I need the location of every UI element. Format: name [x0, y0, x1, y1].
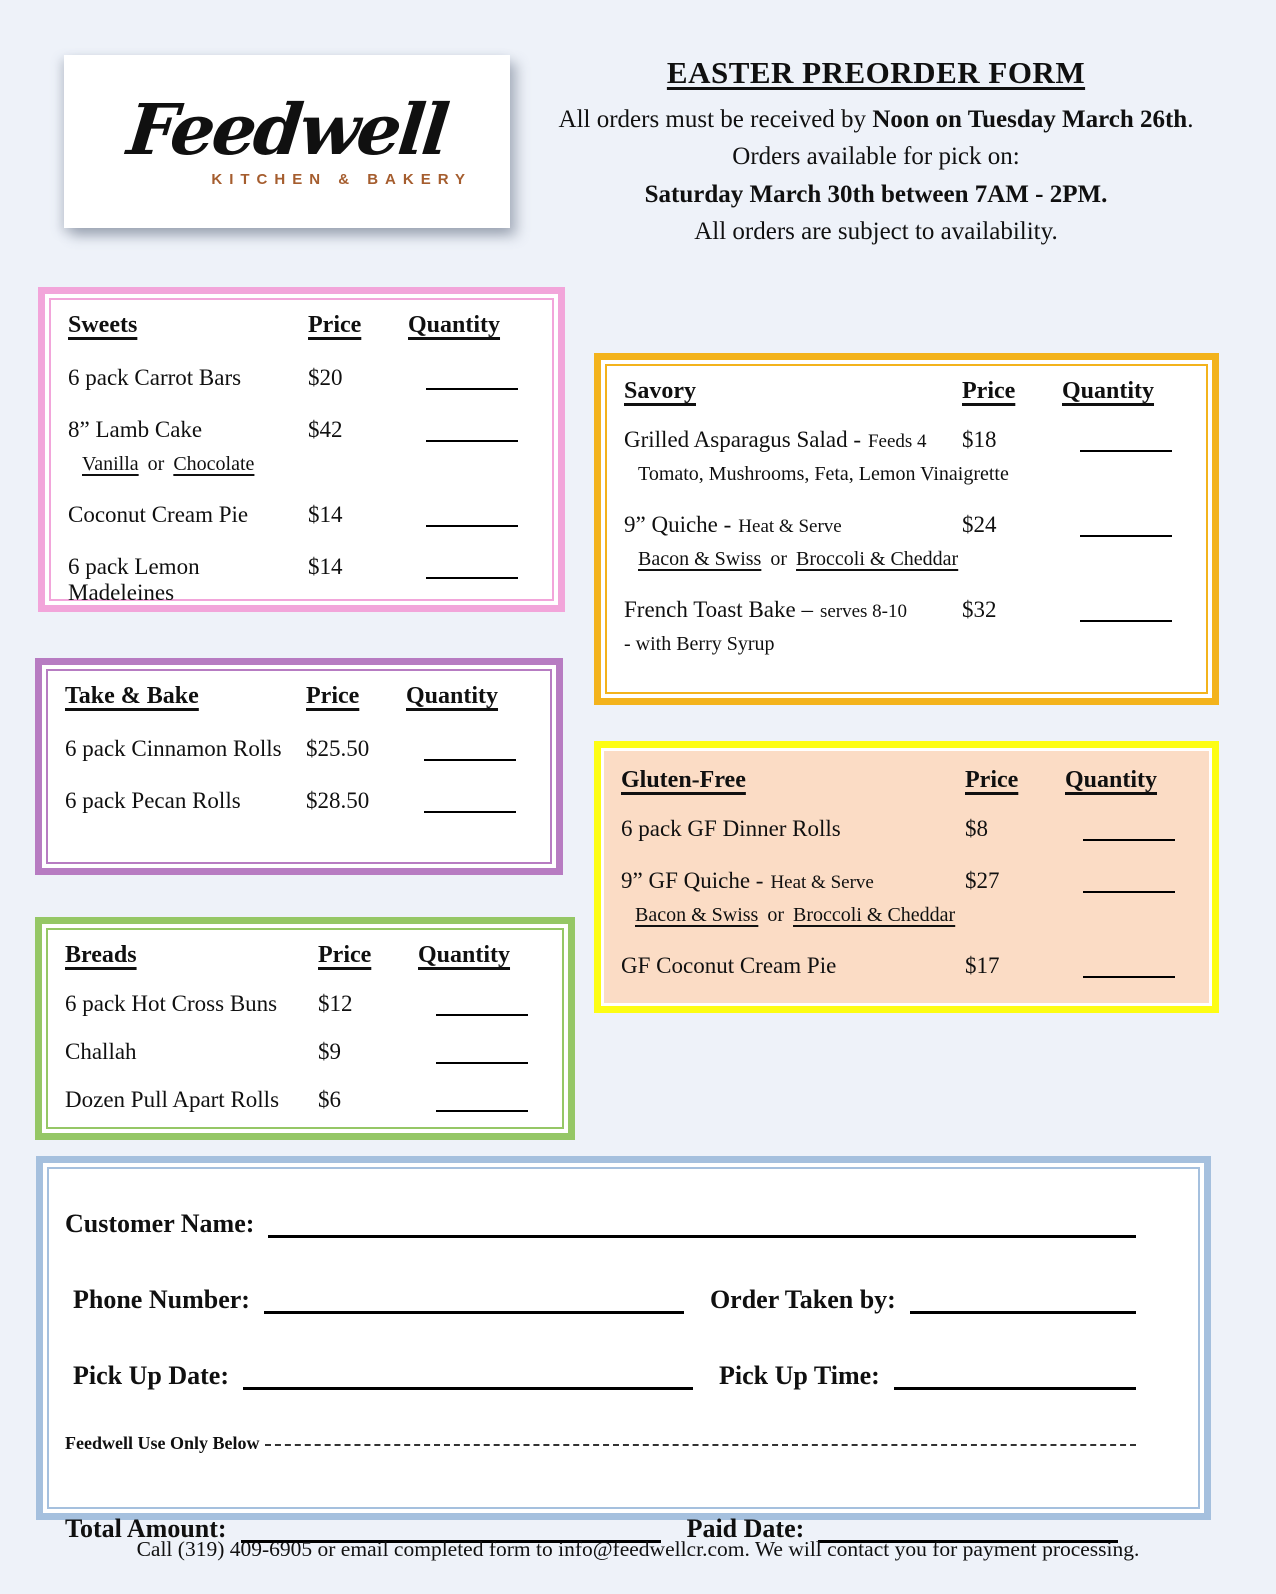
flavor-choice-vanilla: Vanilla [82, 453, 139, 475]
quiche-choice-row: Bacon & Swiss or Broccoli & Cheddar [635, 904, 956, 926]
page-title: EASTER PREORDER FORM [666, 55, 1086, 90]
customer-name-blank[interactable] [268, 1235, 1136, 1238]
gluten-free-title: Gluten-Free [621, 767, 746, 793]
menu-item-row [621, 868, 1193, 894]
menu-item-row [624, 512, 1190, 538]
item-name: 6 pack GF Dinner Rolls [621, 816, 841, 841]
item-name: French Toast Bake – serves 8-10 [624, 597, 908, 622]
order-taken-by-blank[interactable] [910, 1311, 1136, 1314]
item-name: 6 pack Lemon Madeleines [68, 554, 200, 605]
menu-item-row [621, 816, 1193, 842]
item-name: Grilled Asparagus Salad - Feeds 4 [624, 427, 927, 452]
breads-header-row [65, 942, 546, 969]
item-price: $14 [308, 502, 343, 527]
quantity-header: Quantity [418, 942, 511, 968]
item-name: Coconut Cream Pie [68, 502, 249, 527]
menu-item-row [68, 502, 536, 528]
item-price: $8 [965, 816, 988, 841]
item-price: $17 [965, 953, 1000, 978]
pickup-date-blank[interactable] [243, 1387, 693, 1390]
item-price: $27 [965, 868, 1000, 893]
item-price: $32 [962, 597, 997, 622]
quantity-blank[interactable] [436, 1062, 528, 1064]
menu-item-row [65, 1087, 546, 1113]
customer-name-row [65, 1209, 1136, 1239]
item-price: $28.50 [306, 788, 370, 813]
item-price: $9 [318, 1039, 341, 1064]
item-price: $25.50 [306, 736, 370, 761]
menu-item-row [624, 597, 1190, 623]
quantity-blank[interactable] [1083, 891, 1175, 893]
item-price: $12 [318, 991, 353, 1016]
quantity-blank[interactable] [1080, 450, 1172, 452]
sweets-section-inner [49, 298, 554, 605]
item-price: $24 [962, 512, 997, 537]
menu-item-row [65, 1039, 546, 1065]
sweets-header-row [68, 312, 536, 339]
item-price: $14 [308, 554, 343, 579]
form-header [540, 50, 1212, 251]
item-name: 9” GF Quiche - Heat & Serve [621, 868, 874, 893]
menu-item-row [621, 953, 1193, 979]
price-header: Price [308, 312, 362, 338]
gluten-free-section [594, 741, 1219, 1013]
quiche-choice-broccoli-cheddar: Broccoli & Cheddar [793, 904, 956, 926]
gluten-free-section-inner [604, 751, 1209, 1003]
take-and-bake-section-inner [46, 669, 552, 864]
quantity-blank[interactable] [1083, 976, 1175, 978]
quantity-blank[interactable] [426, 440, 518, 442]
item-price: $20 [308, 365, 343, 390]
quantity-blank[interactable] [1080, 620, 1172, 622]
price-header: Price [318, 942, 372, 968]
savory-header-row [624, 378, 1190, 405]
quantity-blank[interactable] [424, 811, 516, 813]
quantity-blank[interactable] [1083, 839, 1175, 841]
savory-section-inner [605, 364, 1208, 694]
quantity-blank[interactable] [1080, 535, 1172, 537]
paid-date-label: Paid Date: [686, 1514, 805, 1543]
customer-name-label: Customer Name: [65, 1209, 255, 1238]
availability-text: All orders are subject to availability. [694, 218, 1058, 245]
gluten-free-header-row [621, 767, 1193, 794]
price-header: Price [306, 683, 360, 709]
flavor-choice-row: Vanilla or Chocolate [82, 453, 255, 475]
menu-item-row [65, 788, 534, 814]
item-name: 6 pack Pecan Rolls [65, 788, 241, 813]
item-description: Tomato, Mushrooms, Feta, Lemon Vinaigrette [638, 463, 1009, 485]
item-description: - with Berry Syrup [624, 633, 775, 655]
phone-number-label: Phone Number: [73, 1285, 250, 1314]
contact-footer: Call (319) 409-6905 or email completed form to info@feedwellcr.com. We will contact you for payment processing. [136, 1537, 1140, 1561]
quantity-blank[interactable] [424, 759, 516, 761]
menu-item-row [68, 365, 536, 391]
breads-section [35, 917, 575, 1140]
item-name: 8” Lamb Cake [68, 417, 203, 442]
item-name: Challah [65, 1039, 137, 1064]
pickup-window-text: Saturday March 30th between 7AM - 2PM. [644, 180, 1108, 208]
quantity-header: Quantity [408, 312, 501, 338]
office-use-label: Feedwell Use Only Below [65, 1433, 260, 1453]
price-header: Price [962, 378, 1016, 404]
menu-item-row [68, 417, 536, 443]
flavor-choice-chocolate: Chocolate [173, 453, 255, 475]
feedwell-logo-wordmark: Feedwell [123, 88, 451, 171]
quantity-header: Quantity [406, 683, 499, 709]
feedwell-logo [64, 55, 510, 228]
menu-item-row [624, 427, 1190, 453]
phone-order-row [73, 1285, 1136, 1315]
quiche-choice-bacon-swiss: Bacon & Swiss [638, 548, 762, 570]
quantity-blank[interactable] [426, 577, 518, 579]
quantity-blank[interactable] [426, 525, 518, 527]
item-name: GF Coconut Cream Pie [621, 953, 837, 978]
menu-item-row [65, 991, 546, 1017]
total-amount-label: Total Amount: [65, 1514, 227, 1543]
quiche-choice-bacon-swiss: Bacon & Swiss [635, 904, 759, 926]
customer-info-section [36, 1156, 1211, 1543]
menu-item-row [65, 736, 534, 762]
item-name: 6 pack Cinnamon Rolls [65, 736, 282, 761]
item-serving-note: Feeds 4 [867, 431, 927, 452]
office-use-divider-row [65, 1433, 1136, 1454]
take-and-bake-section [35, 658, 563, 875]
quantity-header: Quantity [1062, 378, 1155, 404]
phone-number-blank[interactable] [264, 1311, 684, 1314]
item-serving-note: serves 8-10 [819, 601, 908, 622]
savory-title: Savory [624, 378, 696, 404]
order-deadline-text: All orders must be received by Noon on Tuesday March 26th. Orders available for pick on: [558, 105, 1194, 170]
quantity-blank[interactable] [426, 388, 518, 390]
take-and-bake-title: Take & Bake [65, 683, 199, 709]
item-name: 6 pack Hot Cross Buns [65, 991, 278, 1016]
item-name: Dozen Pull Apart Rolls [65, 1087, 280, 1112]
feedwell-logo-tagline: KITCHEN & BAKERY [211, 171, 472, 188]
menu-item-row [68, 554, 536, 606]
item-serving-note: Heat & Serve [770, 872, 874, 893]
item-price: $6 [318, 1087, 341, 1112]
pickup-time-label: Pick Up Time: [718, 1361, 880, 1390]
quiche-choice-row: Bacon & Swiss or Broccoli & Cheddar [638, 548, 959, 570]
item-name: 6 pack Carrot Bars [68, 365, 242, 390]
price-header: Price [965, 767, 1019, 793]
dashed-divider [265, 1444, 1136, 1446]
pickup-row [73, 1361, 1136, 1391]
customer-info-section-inner [47, 1167, 1200, 1543]
take-and-bake-header-row [65, 683, 534, 710]
order-taken-by-label: Order Taken by: [709, 1285, 896, 1314]
breads-section-inner [46, 928, 564, 1129]
quantity-header: Quantity [1065, 767, 1158, 793]
quantity-blank[interactable] [436, 1014, 528, 1016]
quiche-choice-broccoli-cheddar: Broccoli & Cheddar [796, 548, 959, 570]
sweets-title: Sweets [68, 312, 138, 338]
savory-section [594, 353, 1219, 705]
breads-title: Breads [65, 942, 137, 968]
pickup-time-blank[interactable] [894, 1387, 1136, 1390]
item-name: 9” Quiche - Heat & Serve [624, 512, 842, 537]
item-price: $42 [308, 417, 343, 442]
item-price: $18 [962, 427, 997, 452]
sweets-section [38, 287, 565, 612]
pickup-date-label: Pick Up Date: [73, 1361, 229, 1390]
quantity-blank[interactable] [436, 1110, 528, 1112]
item-serving-note: Heat & Serve [738, 516, 842, 537]
